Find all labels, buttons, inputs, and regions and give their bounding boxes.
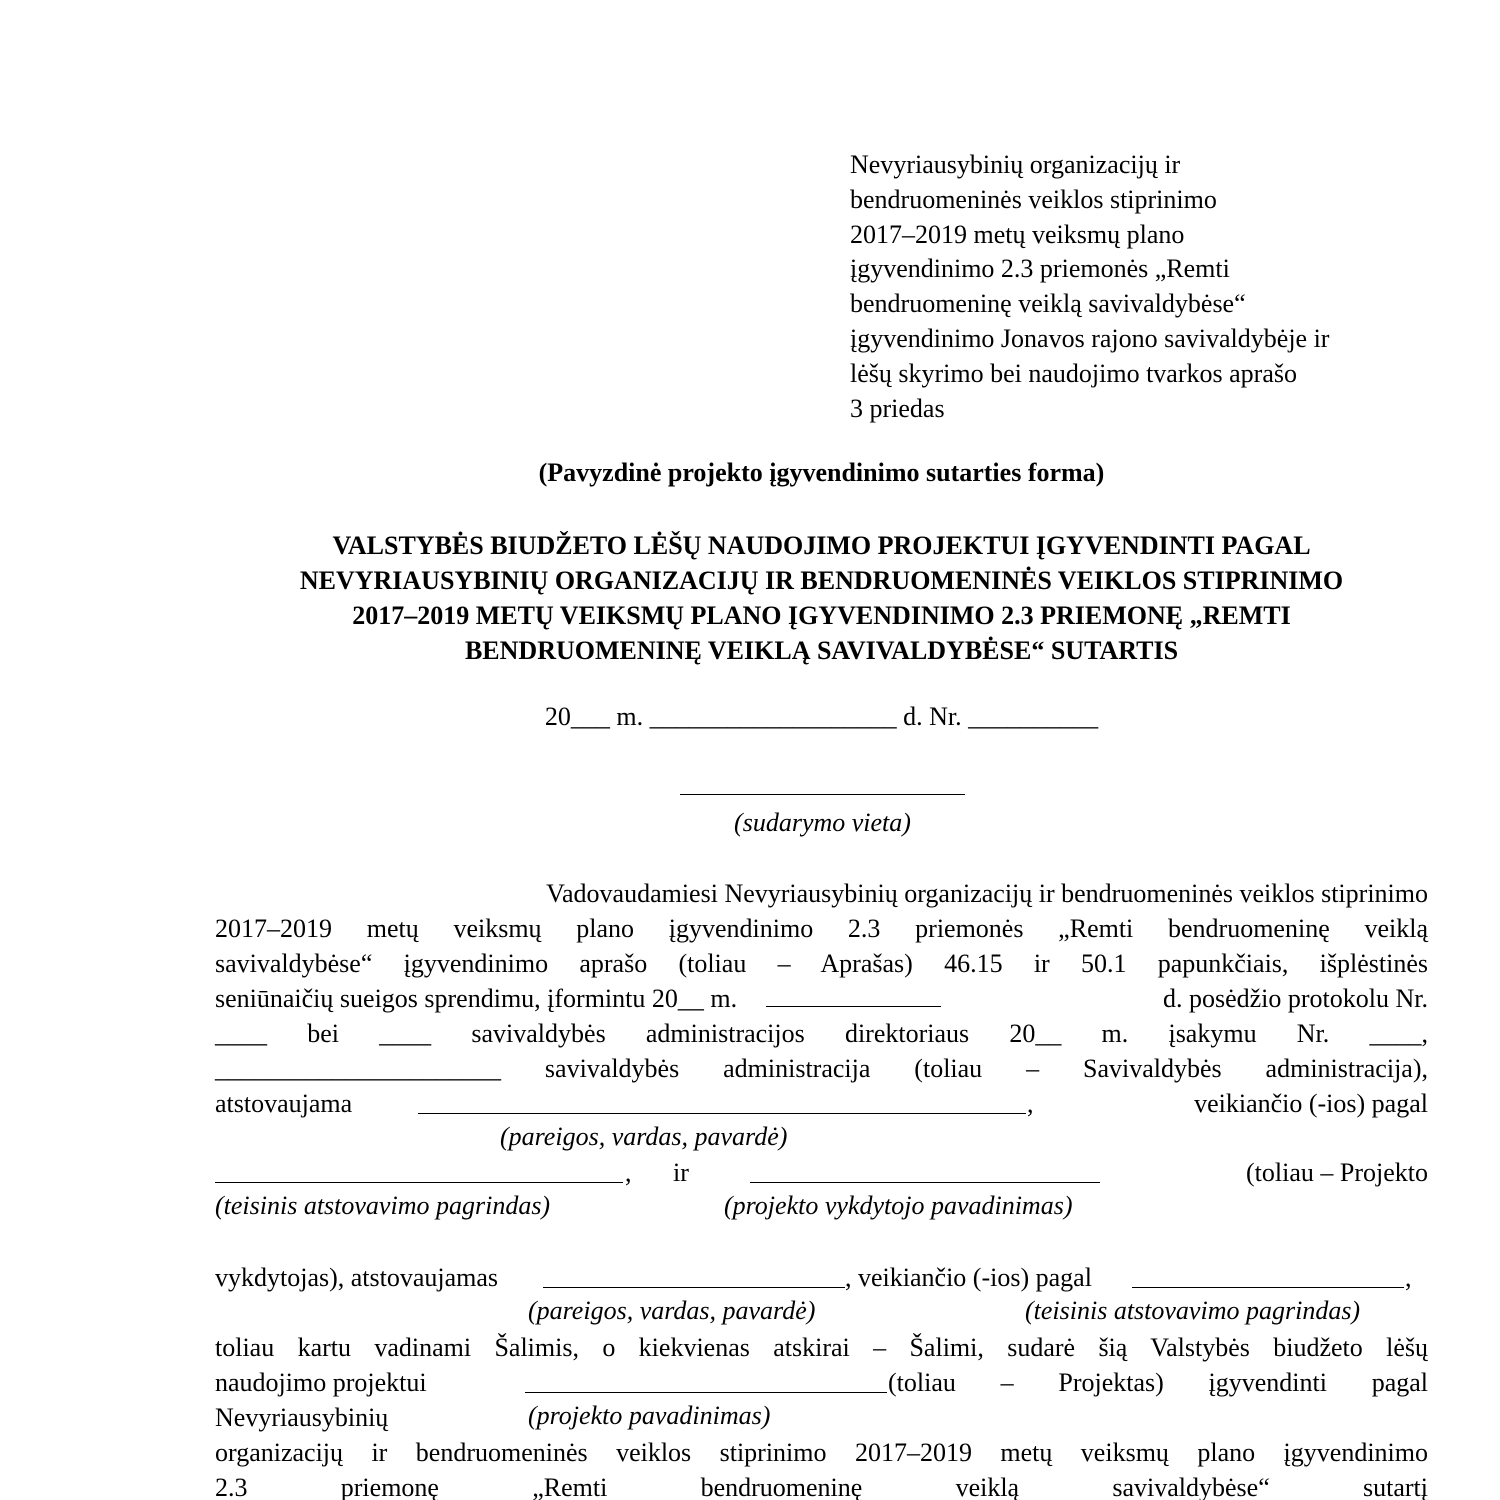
caption-position-name: (pareigos, vardas, pavardė) xyxy=(528,1296,816,1325)
body-line-1: Vadovaudamiesi Nevyriausybinių organizacijų ir bendruomeninės veiklos stiprinimo xyxy=(546,879,1428,908)
body-line-6: ______________________ savivaldybės administracija (toliau – Savivaldybės administracija), xyxy=(215,1054,1428,1083)
title-line: VALSTYBĖS BIUDŽETO LĖŠŲ NAUDOJIMO PROJEKTUI ĮGYVENDINTI PAGAL xyxy=(332,531,1311,560)
annex-line: lėšų skyrimo bei naudojimo tvarkos aprašo xyxy=(850,358,1297,388)
caption-position-name: (pareigos, vardas, pavardė) xyxy=(500,1122,788,1151)
body-line-7 xyxy=(215,1087,1428,1121)
body-text: (toliau – Projekto xyxy=(1246,1158,1428,1187)
caption-project-name: (projekto pavadinimas) xyxy=(528,1401,771,1430)
body-line-11 xyxy=(215,1366,1428,1400)
body-text: , xyxy=(1405,1263,1412,1292)
executor-name-blank xyxy=(750,1160,1100,1183)
representative-basis-blank xyxy=(1132,1265,1404,1288)
body-line-3: savivaldybėse“ įgyvendinimo aprašo (toliau – Aprašas) 46.15 ir 50.1 papunkčiais, išplėstinės xyxy=(215,949,1428,978)
body-text: atstovaujama xyxy=(215,1089,353,1118)
body-text: , veikiančio (-ios) pagal xyxy=(845,1263,1092,1292)
body-text: vykdytojas), atstovaujamas xyxy=(215,1263,499,1292)
caption-legal-basis: (teisinis atstovavimo pagrindas) xyxy=(215,1191,551,1220)
body-line-10: toliau kartu vadinami Šalimis, o kiekvienas atskirai – Šalimi, sudarė šią Valstybės biudžeto lėšų xyxy=(215,1333,1428,1362)
name-blank xyxy=(418,1091,1026,1114)
body-text: naudojimo projektui xyxy=(215,1368,427,1397)
title-line: BENDRUOMENINĘ VEIKLĄ SAVIVALDYBĖSE“ SUTARTIS xyxy=(464,636,1179,665)
place-caption: (sudarymo vieta) xyxy=(734,808,911,837)
annex-line: bendruomeninę veiklą savivaldybėse“ xyxy=(850,289,1246,319)
body-text: seniūnaičių sueigos sprendimu, įformintu 20__ m. xyxy=(215,984,738,1013)
body-text: d. posėdžio protokolu Nr. xyxy=(1162,984,1428,1013)
body-line-5: ____ bei ____ savivaldybės administracijos direktoriaus 20__ m. įsakymu Nr. ____, xyxy=(215,1019,1428,1048)
title-line: 2017–2019 METŲ VEIKSMŲ PLANO ĮGYVENDINIMO 2.3 PRIEMONĘ „REMTI xyxy=(352,601,1291,630)
title-line: NEVYRIAUSYBINIŲ ORGANIZACIJŲ IR BENDRUOMENINĖS VEIKLOS STIPRINIMO xyxy=(299,566,1344,595)
body-text: , xyxy=(625,1158,632,1187)
annex-line: Nevyriausybinių organizacijų ir xyxy=(850,150,1181,179)
date-blank xyxy=(766,984,941,1007)
representative-blank xyxy=(543,1265,845,1288)
caption-executor-name: (projekto vykdytojo pavadinimas) xyxy=(724,1191,1073,1220)
body-text: ir xyxy=(673,1158,689,1187)
annex-reference xyxy=(850,148,1450,426)
contract-title xyxy=(215,528,1428,668)
date-number-line: 20___ m. ___________________ d. Nr. __________ xyxy=(544,702,1099,731)
body-line-9 xyxy=(215,1261,1428,1295)
body-line-14: 2.3 priemonę „Remti bendruomeninę veiklą savivaldybėse“ sutartį xyxy=(215,1473,1428,1500)
annex-line: 3 priedas xyxy=(850,393,945,423)
body-text: (toliau – Projektas) įgyvendinti pagal xyxy=(888,1368,1428,1397)
annex-line: įgyvendinimo Jonavos rajono savivaldybėje ir xyxy=(850,323,1330,353)
place-blank xyxy=(680,770,965,795)
legal-basis-blank xyxy=(215,1160,623,1183)
body-line-4 xyxy=(215,982,1428,1016)
annex-line: bendruomeninės veiklos stiprinimo xyxy=(850,184,1217,214)
body-text: veikiančio (-ios) pagal xyxy=(1194,1089,1428,1118)
caption-legal-basis: (teisinis atstovavimo pagrindas) xyxy=(1025,1296,1361,1325)
body-line-12: Nevyriausybinių xyxy=(215,1403,389,1432)
body-text: , xyxy=(1027,1089,1034,1118)
project-name-blank xyxy=(525,1370,887,1393)
form-subtitle: (Pavyzdinė projekto įgyvendinimo sutarties forma) xyxy=(538,458,1105,487)
body-line-2: 2017–2019 metų veiksmų plano įgyvendinimo 2.3 priemonės „Remti bendruomeninę veiklą xyxy=(215,914,1428,943)
annex-line: įgyvendinimo 2.3 priemonės „Remti xyxy=(850,254,1230,284)
annex-line: 2017–2019 metų veiksmų plano xyxy=(850,219,1185,249)
body-line-13: organizacijų ir bendruomeninės veiklos stiprinimo 2017–2019 metų veiksmų plano įgyvendinimo xyxy=(215,1438,1428,1467)
